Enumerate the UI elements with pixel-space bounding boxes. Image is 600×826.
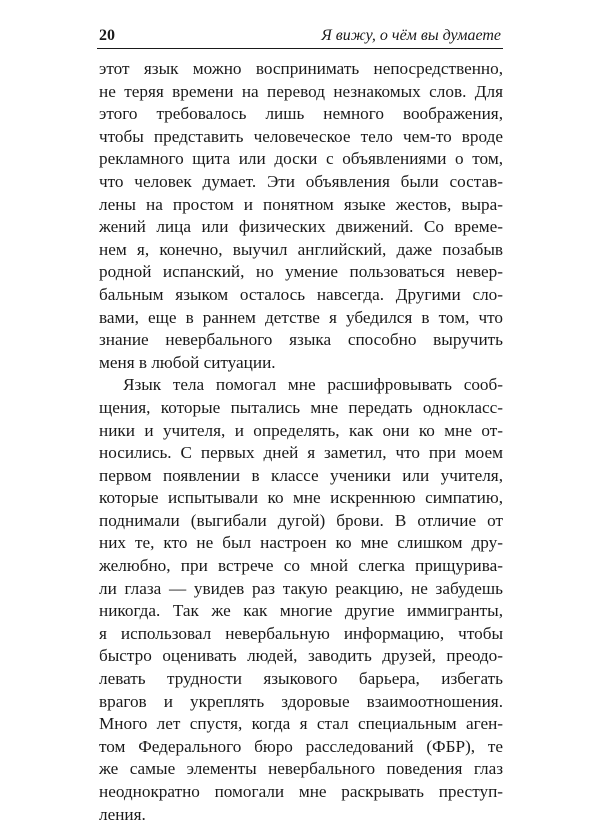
text-line: Язык тела помогал мне расшифровывать сооб- [123,375,503,395]
text-line: желюбно, при встрече со мной слегка прищурива- [99,556,503,576]
text-line: что человек думает. Эти объявления были состав- [99,171,503,191]
running-title: Я вижу, о чём вы думаете [321,27,501,44]
text-line: левать трудности языкового барьера, избегать [99,669,503,689]
text-line: бальным языком осталось навсегда. Другими сло- [99,284,503,304]
text-line: никогда. Так же как многие другие иммигранты, [99,601,503,621]
text-line: этого требовалось лишь немного воображения, [99,104,503,124]
text-line: врагов и укреплять здоровые взаимоотношения. [99,691,503,711]
running-header [97,26,503,49]
text-line: неоднократно помогали мне раскрывать преступ- [99,782,503,801]
text-line: родной испанский, но умение пользоваться невер- [99,262,503,282]
text-line: этот язык можно воспринимать непосредственно, [99,59,503,78]
text-line: вами, еще в раннем детстве я убедился в том, что [99,307,503,327]
text-line: ники и учителя, и определять, как они ко мне от- [99,420,503,440]
text-line: носились. С первых дней я заметил, что при моем [99,443,503,463]
text-line: Много лет спустя, когда я стал специальным аген- [99,714,503,734]
text-line: них те, кто не был настроен ко мне слишком дру- [99,533,503,553]
text-line: же самые элементы невербального поведения глаз [99,759,503,779]
text-line: чтобы представить человеческое тело чем-то вроде [99,126,503,146]
text-line: меня в любой ситуации. [99,352,276,372]
text-line: щения, которые пытались мне передать однокласс- [99,397,503,417]
page-number: 20 [99,27,115,44]
text-line: жений лица или физических движений. Со време- [99,217,503,237]
text-line: том Федерального бюро расследований (ФБР), те [99,736,503,756]
text-line: рекламного щита или доски с объявлениями о том, [99,149,503,169]
text-line: ли глаза — увидев раз такую реакцию, не забудешь [99,578,503,598]
paragraph-1 [99,58,503,374]
text-line: нем я, конечно, выучил английский, даже позабыв [99,239,503,259]
text-line: поднимали (выгибали дугой) брови. В отличие от [99,510,503,530]
text-line: первом появлении в классе ученики или учителя, [99,465,503,485]
text-line: ления. [99,804,146,824]
text-line: которые испытывали ко мне искреннюю симпатию, [99,488,503,508]
text-line: знание невербального языка способно выручить [99,330,503,350]
text-line: не теряя времени на перевод незнакомых слов. Для [99,81,503,101]
text-line: быстро оценивать людей, заводить друзей, преодо- [99,646,503,666]
body-text [99,58,503,826]
text-line: я использовал невербальную информацию, чтобы [99,623,503,643]
paragraph-2 [99,374,503,826]
text-line: лены на простом и понятном языке жестов, выра- [99,194,503,214]
